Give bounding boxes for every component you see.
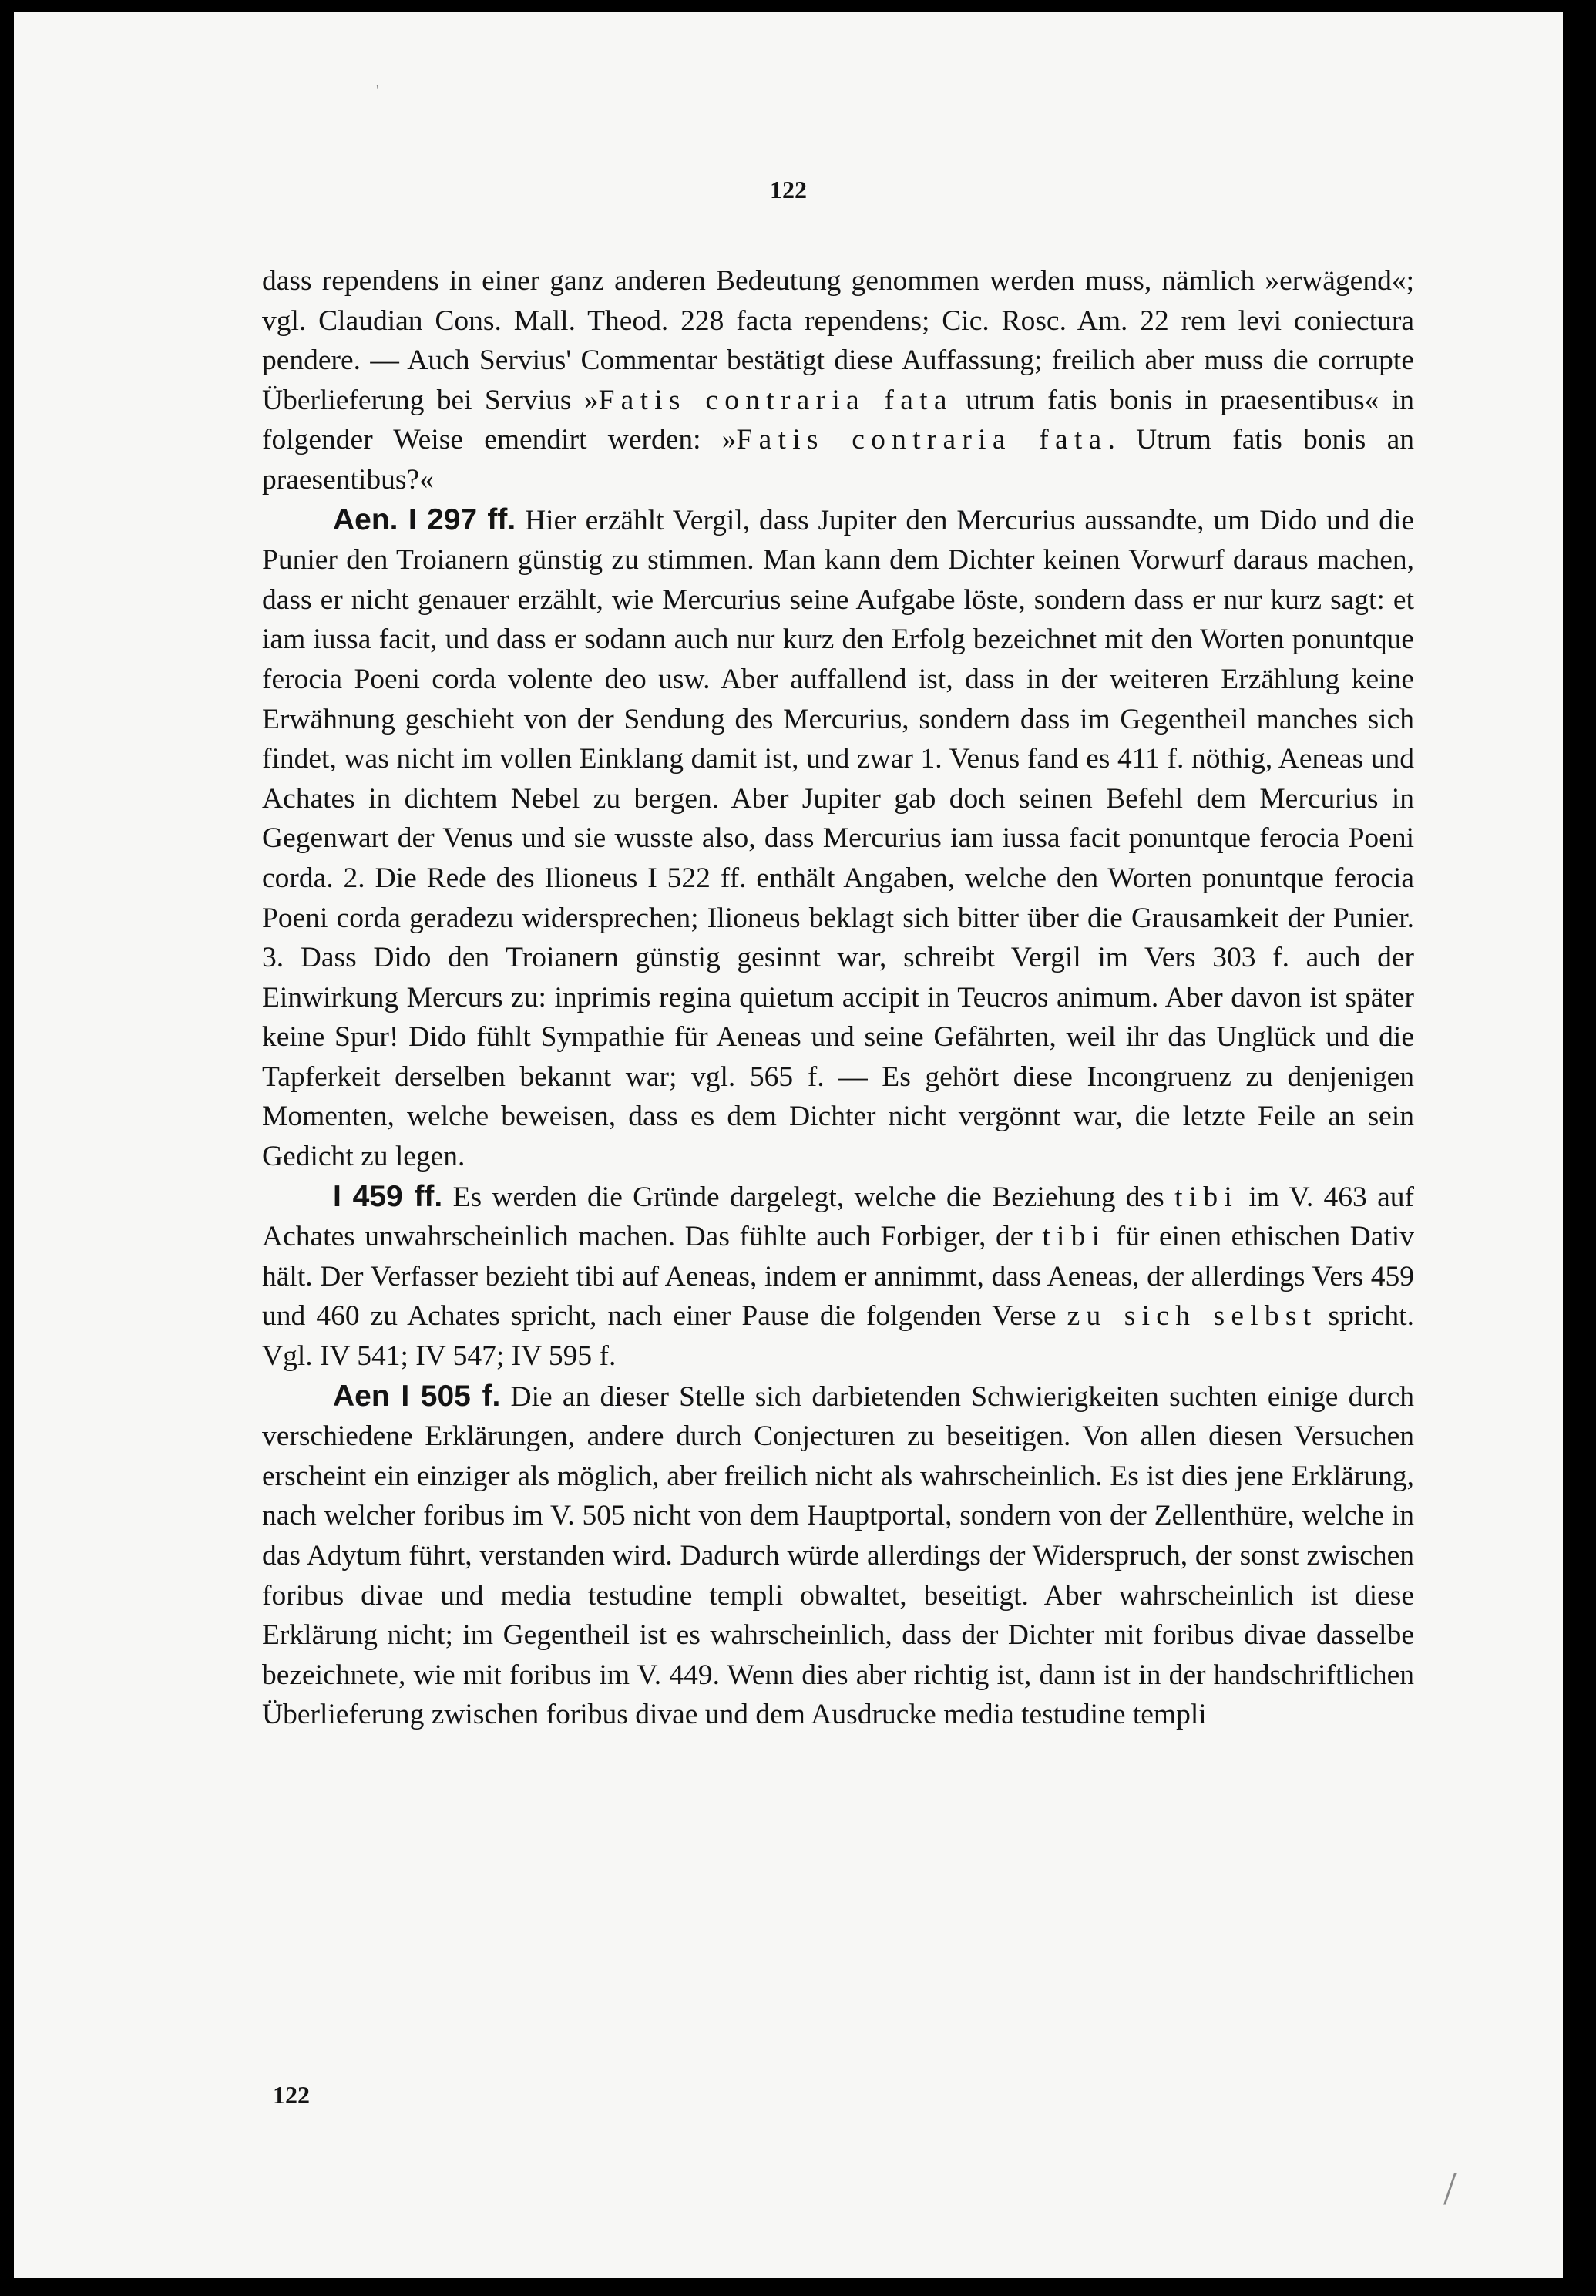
paragraph [262,1377,1414,1735]
spaced-text: Fatis contraria fata [736,424,1108,456]
text-run: im V. 463 auf Achates unwahrscheinlich machen. Das fühlte auch Forbiger, der [262,1181,1415,1253]
text-run: für einen ethischen Dativ hält. Der Verfasser bezieht tibi auf Aeneas, indem er annimmt, dass Aeneas, der allerdings Vers 459 und 460 zu Achates spricht, nach einer Pause die folgenden Verse [262,1221,1414,1333]
paragraph [262,261,1414,500]
document-page [14,12,1563,2278]
body-text [262,261,1414,1735]
section-heading: Aen I 505 f. [333,1379,501,1413]
pencil-mark: / [1443,2163,1457,2214]
text-run: Es werden die Gründe dargelegt, welche die Beziehung des [442,1181,1175,1213]
text-run: Hier erzählt Vergil, dass Jupiter den Mercurius aussandte, um Dido und die Punier den Troianern günstig zu stimmen. Man kann dem Dichter keinen Vorwurf daraus machen, dass er nicht genauer erzählt, wie Mercurius seine Aufgabe löste, sondern dass er nur kurz sagt: et iam iussa facit, und dass er sodann auch nur kurz den Erfolg bezeichnet mit den Worten ponuntque ferocia Poeni corda volente deo usw. Aber auffallend ist, dass in der weiteren Erzählung keine Erwähnung geschieht von der Sendung des Mercurius, sondern dass im Gegentheil manches sich findet, was nicht im vollen Einklang damit ist, und zwar 1. Venus fand es 411 f. nöthig, Aeneas und Achates in dichtem Nebel zu bergen. Aber Jupiter gab doch seinen Befehl dem Mercurius in Gegenwart der Venus und sie wusste also, dass Mercurius iam iussa facit ponuntque ferocia Poeni corda. 2. Die Rede des Ilioneus I 522 ff. enthält Angaben, welche den Worten ponuntque ferocia Poeni corda geradezu widersprechen; Ilioneus beklagt sich bitter über die Grausamkeit der Punier. 3. Dass Dido den Troianern günstig gesinnt war, schreibt Vergil im Vers 303 f. auch der Einwirkung Mercurs zu: inprimis regina quietum accipit in Teucros animum. Aber davon ist später keine Spur! Dido fühlt Sympathie für Aeneas und seine Gefährten, weil ihr das Unglück und die Tapferkeit derselben bekannt war; vgl. 565 f. — Es gehört diese Incongruenz zu denjenigen Momenten, welche beweisen, dass es dem Dichter nicht vergönnt war, die letzte Feile an sein Gedicht zu legen. [262,504,1415,1173]
page-number-bottom: 122 [273,2081,310,2109]
section-heading: Aen. I 297 ff. [333,503,516,536]
scan-speck: ' [376,82,379,99]
paragraph [262,500,1414,1177]
spaced-text: tibi [1174,1181,1239,1213]
section-heading: I 459 ff. [333,1179,443,1213]
text-run: spricht. Vgl. IV 541; IV 547; IV 595 f. [262,1300,1414,1373]
text-run: Die an dieser Stelle sich darbietenden Schwierigkeiten suchten einige durch verschiedene Erklärungen, andere durch Conjecturen zu beseitigen. Von allen diesen Versuchen erscheint ein einziger als möglich, aber freilich nicht als wahrscheinlich. Es ist dies jene Erklärung, nach welcher foribus im V. 505 nicht von dem Hauptportal, sondern von der Zellenthüre, welche in das Adytum führt, verstanden wird. Dadurch würde allerdings der Widerspruch, der sonst zwischen foribus divae und media testudine templi obwaltet, beseitigt. Aber wahrscheinlich ist diese Erklärung nicht; im Gegentheil ist es wahrscheinlich, dass der Dichter mit foribus divae dasselbe bezeichnete, wie mit foribus im V. 449. Wenn dies aber richtig ist, dann ist in der handschriftlichen Überlieferung zwischen foribus divae und dem Ausdrucke media testudine templi [262,1380,1414,1731]
paragraph [262,1177,1414,1377]
text-run: dass rependens in einer ganz anderen Bedeutung genommen werden muss, nämlich »erwägend«; vgl. Claudian Cons. Mall. Theod. 228 facta rependens; Cic. Rosc. Am. 22 rem levi coniectura pendere. — Auch Servius' Commentar bestätigt diese Auffassung; freilich aber muss die corrupte Überlieferung bei Servius » [262,265,1414,416]
text-run: . Utrum fatis bonis an praesentibus?« [262,424,1414,496]
spaced-text: tibi [1042,1221,1107,1253]
text-run: utrum fatis bonis in praesentibus« in folgender Weise emendirt werden: » [262,384,1414,456]
page-number-top: 122 [770,176,807,203]
spaced-text: zu sich selbst [1067,1300,1318,1333]
spaced-text: Fatis contraria fata [598,384,953,416]
